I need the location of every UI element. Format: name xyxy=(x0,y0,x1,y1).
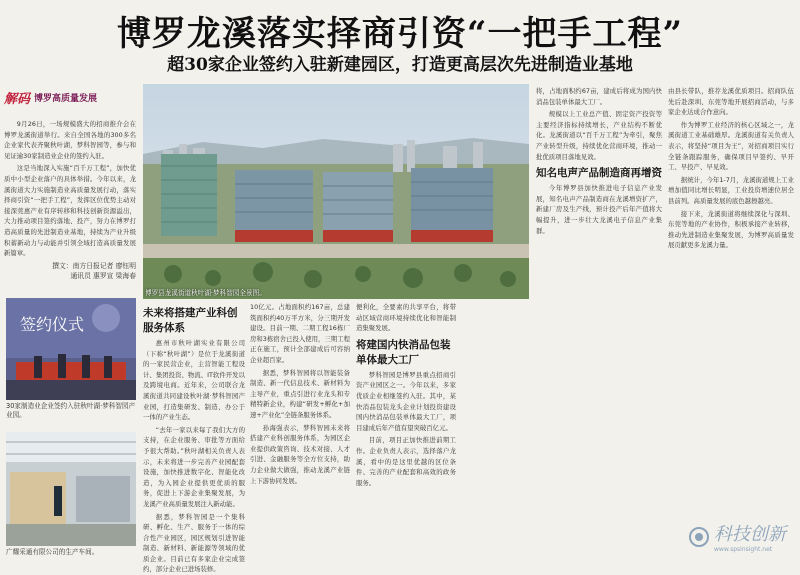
article-column-2 xyxy=(143,302,245,560)
section-title-packaging-factory: 将建国内快消品包装单体最大工厂 xyxy=(356,337,456,367)
article-paragraph: 据统计，今年1-7月，龙溪街道规上工业增加值同比增长明显，工业投资增速位居全县前列。高质量发展的底色越擦越亮。 xyxy=(668,175,794,207)
byline xyxy=(4,261,136,281)
article-paragraph: 10亿元。占地面积约167亩，总建筑面积约40万平方米，分三期开发建设。目前一期、二期工程16栋厂房和3栋宿舍已投入使用，三期工程正在施工，预计全部建成后可容纳企业超百家。 xyxy=(250,302,350,366)
site-watermark xyxy=(688,520,786,553)
factory-photo xyxy=(6,432,136,546)
article-paragraph: “去年一家以来每了我们大方的支持，在企业服务、审批等方面给予很大帮助。”秋叶湖相关负责人表示，未来将进一步完善产业园配套设施，加快推进数字化、智能化改造，为入园企业提供更优质的服务，促进上下游企业集聚发展，为龙溪产业高质量发展注入新动能。 xyxy=(143,425,245,510)
article-paragraph: 梦科智园是博罗县重点招商引资产业园区之一。今年以来，多家优质企业相继签约入驻。其中，某快消品包装龙头企业计划投资建设国内快消品包装单体最大工厂，项目建成后年产值有望突破百亿元。 xyxy=(356,370,456,434)
intro-paragraph: 这是当地深入实施“百千万工程”，加快优质中小型企业落户的具体举措。今年以来，龙溪街道大力实施制造业高质量发展行动，落实择商引资“一把手工程”，发挥区位优势主动对接深莞惠产业有序转移和科技创新资源溢出，大力推动项目签约落地、投产，努力在博罗打造高质量的先进制造业基地，持续为产业升级积蓄新动力与动能并引领全域打造高质量发展新篇章。 xyxy=(4,163,136,258)
section-title-sci-tech-service: 未来将搭建产业科创服务体系 xyxy=(143,305,245,335)
byline-correspondent: 通讯员 惠罗宣 梁海春 xyxy=(4,271,136,281)
signing-banner-text: 签约仪式 xyxy=(20,312,84,335)
article-paragraph: 将，占地面积约67亩，建成后将成为国内快消品包装单体最大工厂。 xyxy=(536,86,662,107)
watermark-logo-icon xyxy=(688,526,710,548)
article-paragraph: 今年博罗县加快推进电子信息产业发展，知名电声产品制造商在龙溪增资扩产，新建厂房及生产线，预计投产后年产值将大幅提升，进一步壮大龙溪电子信息产业集群。 xyxy=(536,183,662,236)
watermark-url: www.spsinsight.net xyxy=(714,546,786,553)
subheadline: 超30家企业签约入驻新建园区，打造更高层次先进制造业基地 xyxy=(0,50,800,75)
aerial-photo-caption: 博罗县龙溪街道秋叶湖·梦科智园全景图。 xyxy=(145,289,266,298)
article-column-4 xyxy=(356,302,456,560)
article-column-6 xyxy=(668,86,794,560)
watermark-text: 科技创新 xyxy=(714,520,786,546)
signing-photo-caption: 30家制造业企业签约入驻秋叶湖·梦科智园产业园。 xyxy=(6,402,138,420)
section-title-acoustics-maker: 知名电声产品制造商再增资 xyxy=(536,165,662,180)
aerial-photo xyxy=(143,84,529,299)
factory-photo-image xyxy=(6,432,136,546)
byline-reporter: 撰文：南方日报记者 廖钰明 xyxy=(4,261,136,271)
article-paragraph: 接下来，龙溪街道将继续深化与深圳、东莞等地的产业协作，积极承接产业转移，推动先进制造业集聚发展，为博罗高质量发展贡献更多龙溪力量。 xyxy=(668,209,794,251)
article-paragraph: 惠州市秋叶湖实业有限公司（下称“秋叶湖”）是位于龙溪街道的一家民营企业，主营智能工程设计、集团投资、物流、IT软件开发以及跨境电商。近年来，公司联合龙溪街道共同建设秋叶湖·梦科智园产业园，打造集研发、制造、办公于一体的产业生态。 xyxy=(143,338,245,423)
column-logo xyxy=(4,88,136,107)
column-logo-mark: 解码 xyxy=(4,88,30,107)
headline: 博罗龙溪落实择商引资“一把手工程” xyxy=(0,6,800,55)
intro-column xyxy=(4,88,136,298)
article-paragraph: 据悉，梦科智园是一个集科研、孵化、生产、服务于一体的综合性产业园区，园区规划引进智能制造、新材料、新能源等领域的优质企业。目前已有多家企业完成签约，部分企业已进场装修。 xyxy=(143,512,245,575)
factory-photo-caption: 广耀采通有限公司的生产车间。 xyxy=(6,548,138,557)
article-paragraph: 便利化，全要素的共享平台，将带动区域营商环境持续优化和智能制造集聚发展。 xyxy=(356,302,456,334)
article-paragraph: 孙海强表示，梦科智园未来将搭建产业科创服务体系，为园区企业提供政策咨询、技术对接、人才引进、金融服务等全方位支持，助力企业做大做强，推动龙溪产业链上下游协同发展。 xyxy=(250,423,350,487)
article-paragraph: 目前，项目正加快推进前期工作。企业负责人表示，选择落户龙溪，看中的是这里优越的区位条件、完善的产业配套和高效的政务服务。 xyxy=(356,435,456,488)
article-paragraph: 由县长带队，推荐龙溪优质项目。招商队伍先后赴深圳、东莞等地开展招商活动，与多家企业达成合作意向。 xyxy=(668,86,794,118)
signing-photo xyxy=(6,298,136,400)
article-column-3 xyxy=(250,302,350,560)
article-column-5 xyxy=(536,86,662,560)
article-paragraph: 作为博罗工业经济的核心区域之一，龙溪街道工业基础雄厚。龙溪街道有关负责人表示，将坚持“项目为王”，对招商项目实行全链条跟踪服务，确保项目早签约、早开工、早投产、早见效。 xyxy=(668,120,794,173)
intro-paragraph: 9月26日，一场规模盛大的招商推介会在博罗龙溪街道举行。来自全国各地的300多名企业家代表齐聚秋叶湖，梦科智园等，参与和见证逾30家制造业企业的签约入驻。 xyxy=(4,119,136,161)
aerial-photo-image xyxy=(143,84,529,299)
article-paragraph: 规模以上工业总产值、固定资产投资等主要经济指标持续增长，产业结构不断优化。龙溪街道以“百千万工程”为牵引，聚焦产业转型升级，持续优化营商环境，推动一批优质项目落地见效。 xyxy=(536,109,662,162)
article-paragraph: 据悉，梦科智园将以智能装备制造、新一代信息技术、新材料为主导产业，重点引进行业龙头和专精特新企业，构建“研发+孵化+加速+产业化”全链条服务体系。 xyxy=(250,368,350,421)
column-logo-text: 博罗高质量发展 xyxy=(34,91,97,104)
